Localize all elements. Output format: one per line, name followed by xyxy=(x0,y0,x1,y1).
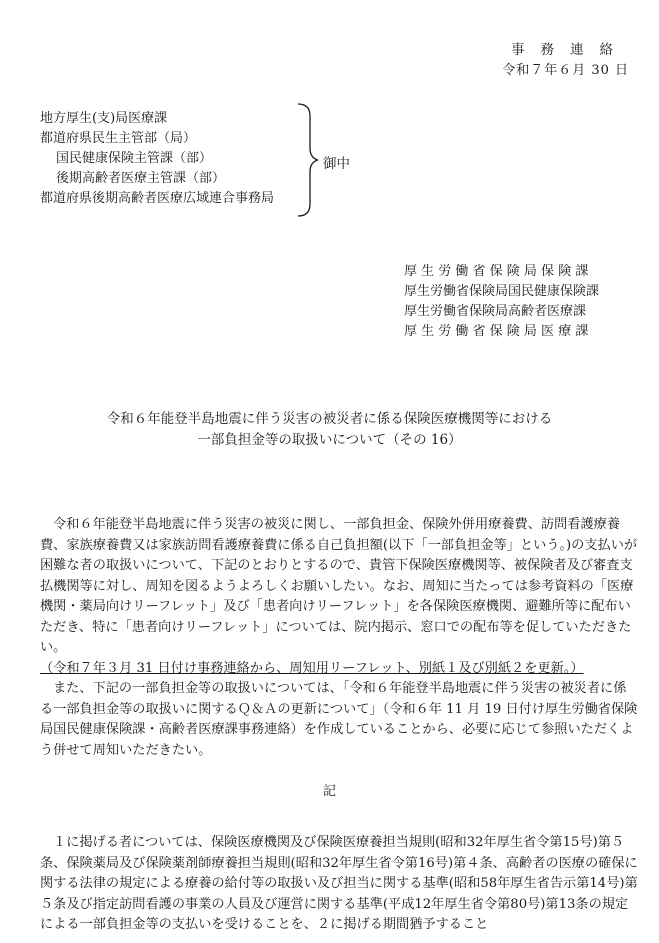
update-note: （令和７年３月 31 日付け事務連絡から、周知用リーフレット、別紙１及び別紙２を更新。） xyxy=(40,660,584,676)
sender-list xyxy=(404,262,599,342)
item-list xyxy=(40,833,638,936)
ki-heading: 記 xyxy=(322,784,336,799)
item-1-text: １に掲げる者については、保険医療機関及び保険医療養担当規則(昭和32年厚生省令第15号)第５条、保険薬局及び保険薬剤師療養担当規則(昭和32年厚生省令第16号)第４条、高齢者の医療の確保に関する法律の規定による療養の給付等の取扱い及び担当に関する基準(昭和58年厚生省告示第14号)第５条及び指定訪問看護の事業の人員及び運営に関する基準(平成12年厚生省令第80号)第13条の規定による一部負担金等の支払いを受けることを、２に掲げる期間猶予すること xyxy=(40,835,638,932)
title-line-2: 一部負担金等の取扱いについて（その 16） xyxy=(197,432,462,448)
addressee-item: 国民健康保険主管課（部） xyxy=(56,151,213,166)
sender-item: 厚生労働省保険局国民健康保険課 xyxy=(404,284,600,299)
addressee-item: 地方厚生(支)局医療課 xyxy=(40,111,168,126)
title-line-1: 令和６年能登半島地震に伴う災害の被災者に係る保険医療機関等における xyxy=(106,411,553,427)
addressee-item: 都道府県後期高齢者医療広域連合事務局 xyxy=(40,191,275,206)
addressee-list xyxy=(40,109,274,209)
body-paragraph-1: 令和６年能登半島地震に伴う災害の被災に関し、一部負担金、保険外併用療養費、訪問看護療養費、家族療養費又は家族訪問看護療養費に係る自己負担額(以下「一部負担金等」という。)の支払いが困難な者の取扱いについて、下記のとおりとするので、貴管下保険医療機関等、被保険者及び審査支払機関等に対し、周知を図るようよろしくお願いしたい。なお、周知に当たっては参考資料の「医療機関・薬局向けリーフレット」及び「患者向けリーフレット」を各保険医療機関、避難所等に配布いただき、特に「患者向けリーフレット」については、院内掲示、窓口での配布等を促していただきたい。 xyxy=(40,517,638,655)
sender-item: 厚 生 労 働 省 保 険 局 保 険 課 xyxy=(404,264,589,279)
onchu-label: 御中 xyxy=(323,156,350,172)
body-paragraph-2: また、下記の一部負担金等の取扱いについては、「令和６年能登半島地震に伴う災害の被災者に係る一部負担金等の取扱いに関するＱ＆Ａの更新について」（令和６年 11 月 19 日付け厚生労働省保険局国民健康保険課・高齢者医療課事務連絡）を作成していることから、必要に応じて参照いただくよう併せて周知いただきたい。 xyxy=(40,681,638,758)
body-text xyxy=(40,515,638,761)
addressee-item: 後期高齢者医療主管課（部） xyxy=(56,171,226,186)
curly-brace-icon xyxy=(296,102,320,218)
document-title xyxy=(0,409,659,451)
addressee-item: 都道府県民生主管部（局） xyxy=(40,131,197,146)
document-type: 事務連絡 xyxy=(511,42,629,58)
sender-item: 厚生労働省保険局高齢者医療課 xyxy=(404,304,587,319)
sender-item: 厚 生 労 働 省 保 険 局 医 療 課 xyxy=(404,324,589,339)
document-date: 令和７年６月 30 日 xyxy=(502,63,629,78)
